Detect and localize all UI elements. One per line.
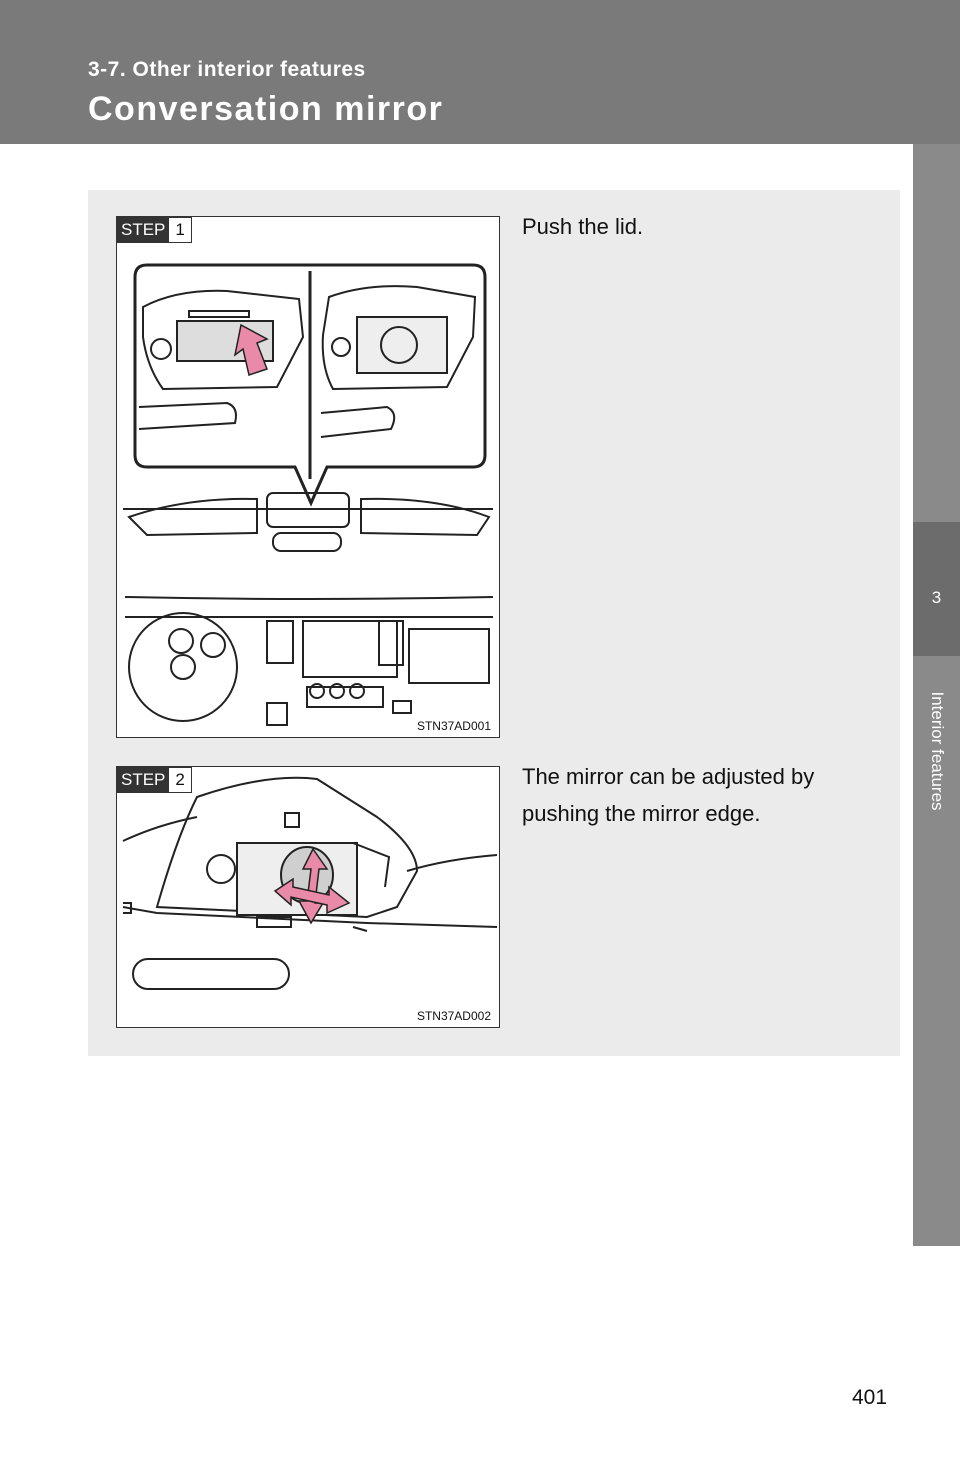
chapter-label: Interior features [927, 691, 947, 811]
step-number: 1 [169, 217, 191, 243]
dashboard-overhead-drawing [117, 217, 500, 738]
step-label: STEP [117, 217, 169, 243]
step-1-illustration [116, 216, 500, 738]
chapter-number: 3 [931, 588, 942, 607]
step-2-instruction: The mirror can be adjusted by pushing the mirror edge. [522, 764, 815, 826]
section-heading: 3-7. Other interior features [88, 58, 366, 81]
page-number: 401 [852, 1386, 888, 1409]
side-tab-upper [913, 144, 960, 522]
image-code: STN37AD001 [416, 719, 491, 733]
page-title: Conversation mirror [88, 90, 444, 128]
step-1-instruction: Push the lid. [522, 214, 644, 239]
chapter-label-tab [913, 656, 960, 846]
step-1-badge [117, 217, 192, 243]
image-code: STN37AD002 [416, 1009, 491, 1023]
step-2-illustration [116, 766, 500, 1028]
page-header [0, 0, 960, 144]
step-number: 2 [169, 767, 191, 793]
side-tab-lower [913, 846, 960, 1246]
overhead-mirror-drawing [117, 767, 500, 1028]
step-2-badge [117, 767, 192, 793]
step-label: STEP [117, 767, 169, 793]
